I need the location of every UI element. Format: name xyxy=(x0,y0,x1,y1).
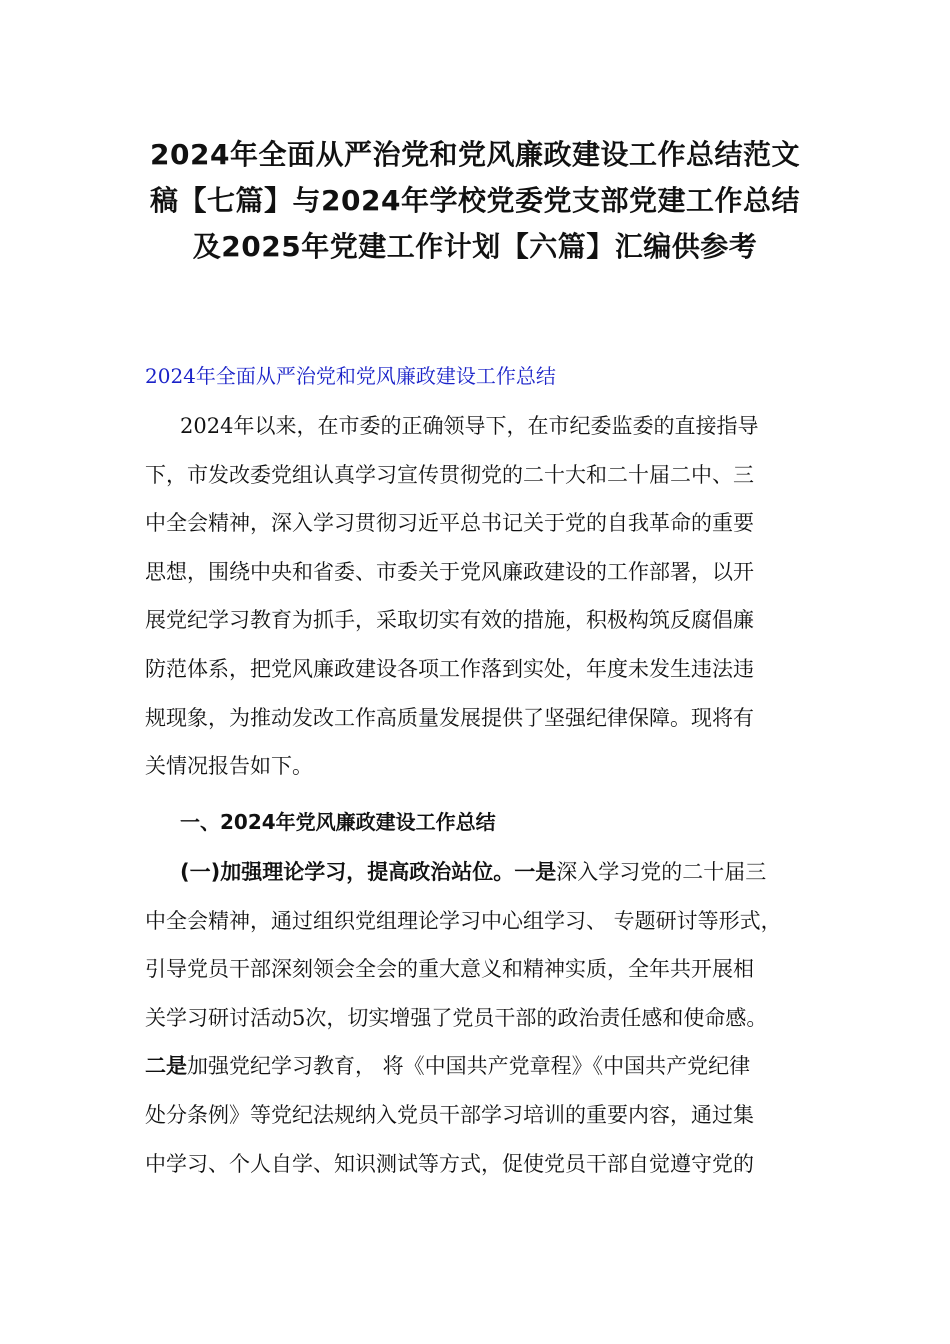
body-line xyxy=(145,848,810,897)
intro-line: 规现象，为推动发改工作高质量发展提供了坚强纪律保障。现将有 xyxy=(145,705,754,730)
intro-line: 中全会精神，深入学习贯彻习近平总书记关于党的自我革命的重要 xyxy=(145,511,754,536)
bold-lead: (一)加强理论学习，提高政治站位。一是 xyxy=(180,860,557,884)
body-line: 处分条例》等党纪法规纳入党员干部学习培训的重要内容，通过集 xyxy=(145,1102,754,1127)
body-line: 关学习研讨活动5次，切实增强了党员干部的政治责任感和使命感。 xyxy=(145,1005,768,1030)
body-paragraph xyxy=(145,848,810,1188)
title-line-2: 稿【七篇】与2024年学校党委党支部党建工作总结 xyxy=(150,184,800,217)
bold-lead: 二是 xyxy=(145,1054,187,1079)
body-text: 深入学习党的二十届三 xyxy=(556,860,767,884)
sub-heading: 一、2024年党风廉政建设工作总结 xyxy=(180,810,496,834)
intro-paragraph xyxy=(145,402,810,791)
body-line: 引导党员干部深刻领会全会的重大意义和精神实质，全年共开展相 xyxy=(145,957,754,982)
document-title xyxy=(120,132,830,270)
intro-line: 2024年以来，在市委的正确领导下，在市纪委监委的直接指导 xyxy=(180,414,759,438)
intro-line: 展党纪学习教育为抓手，采取切实有效的措施，积极构筑反腐倡廉 xyxy=(145,608,754,633)
intro-line: 下，市发改委党组认真学习宣传贯彻党的二十大和二十届二中、三 xyxy=(145,462,754,487)
body-line: 中学习、个人自学、知识测试等方式，促使党员干部自觉遵守党的 xyxy=(145,1151,754,1176)
title-line-3: 及2025年党建工作计划【六篇】汇编供参考 xyxy=(192,230,758,263)
section-heading: 2024年全面从严治党和党风廉政建设工作总结 xyxy=(145,364,556,388)
title-line-1: 2024年全面从严治党和党风廉政建设工作总结范文 xyxy=(150,138,800,171)
body-line: 中全会精神，通过组织党组理论学习中心组学习、 专题研讨等形式， xyxy=(145,908,782,933)
intro-line: 关情况报告如下。 xyxy=(145,754,313,779)
body-line xyxy=(145,1042,810,1091)
intro-line: 防范体系，把党风廉政建设各项工作落到实处，年度未发生违法违 xyxy=(145,656,754,681)
body-text: 加强党纪学习教育， 将《中国共产党章程》《中国共产党纪律 xyxy=(187,1054,751,1079)
intro-line: 思想，围绕中央和省委、市委关于党风廉政建设的工作部署，以开 xyxy=(145,559,754,584)
